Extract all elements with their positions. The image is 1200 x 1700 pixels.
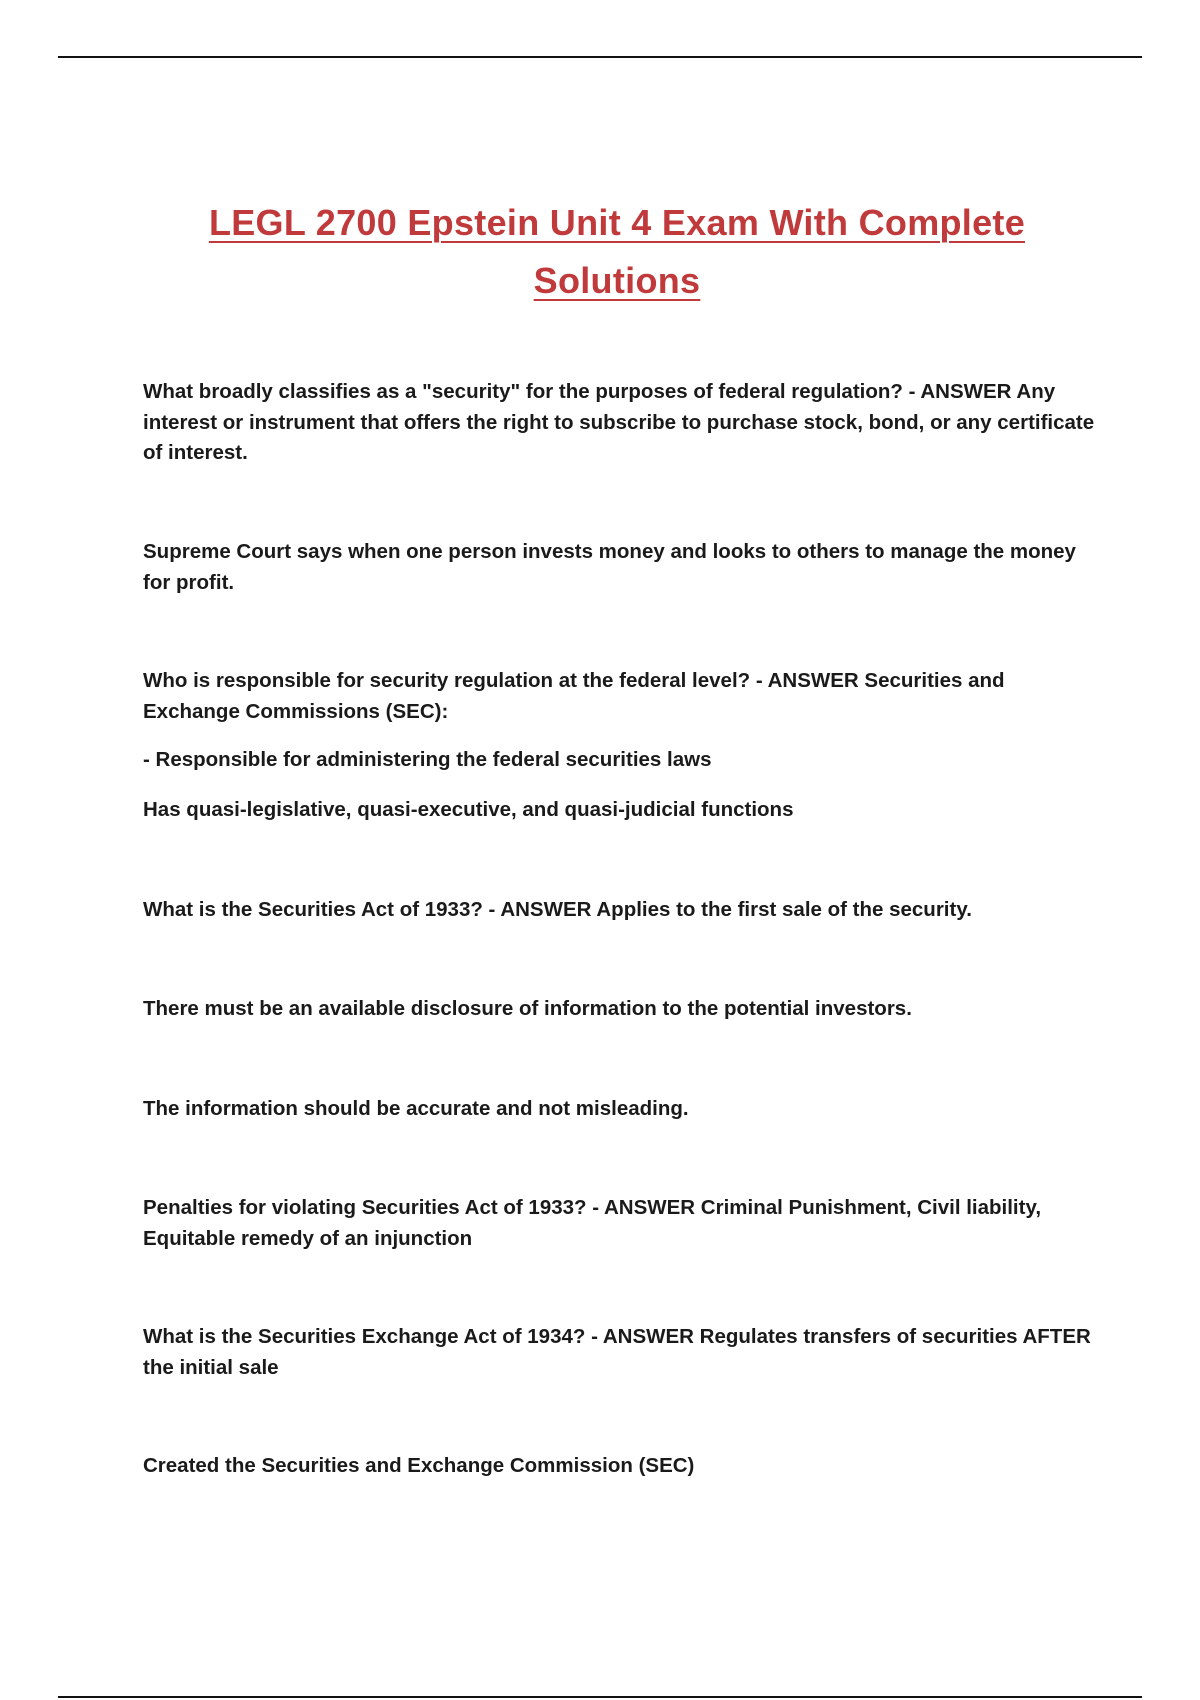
- paragraph-exchange-act-1934: What is the Securities Exchange Act of 1934? - ANSWER Regulates transfers of securities AFTER the initial sale: [143, 1325, 1091, 1379]
- title-line-1: LEGL 2700 Epstein Unit 4 Exam With Complete: [208, 202, 1026, 243]
- paragraph-federal-regulation: Who is responsible for security regulation at the federal level? - ANSWER Securities and Exchange Commissions (SEC):: [143, 669, 1005, 723]
- paragraph-created-sec: Created the Securities and Exchange Commission (SEC): [143, 1454, 695, 1477]
- paragraph-sec-functions: Has quasi-legislative, quasi-executive, and quasi-judicial functions: [143, 798, 794, 821]
- paragraph-accurate-information: The information should be accurate and not misleading.: [143, 1097, 689, 1120]
- title-line-2: Solutions: [533, 260, 701, 301]
- paragraph-security-definition: What broadly classifies as a "security" for the purposes of federal regulation? - ANSWER Any interest or instrument that offers the right to subscribe to purchase stock, bond, or any certificate of interest.: [143, 380, 1095, 464]
- paragraph-disclosure: There must be an available disclosure of information to the potential investors.: [143, 997, 912, 1020]
- paragraph-penalties-1933: Penalties for violating Securities Act of 1933? - ANSWER Criminal Punishment, Civil liability, Equitable remedy of an injunction: [143, 1196, 1042, 1250]
- document-title: [0, 194, 1200, 310]
- paragraph-sec-responsibility: - Responsible for administering the federal securities laws: [143, 748, 712, 771]
- header-rule: [58, 56, 1142, 58]
- paragraph-securities-act-1933: What is the Securities Act of 1933? - ANSWER Applies to the first sale of the security.: [143, 898, 972, 921]
- paragraph-supreme-court: Supreme Court says when one person invests money and looks to others to manage the money for profit.: [143, 540, 1076, 594]
- footer-rule: [58, 1696, 1142, 1698]
